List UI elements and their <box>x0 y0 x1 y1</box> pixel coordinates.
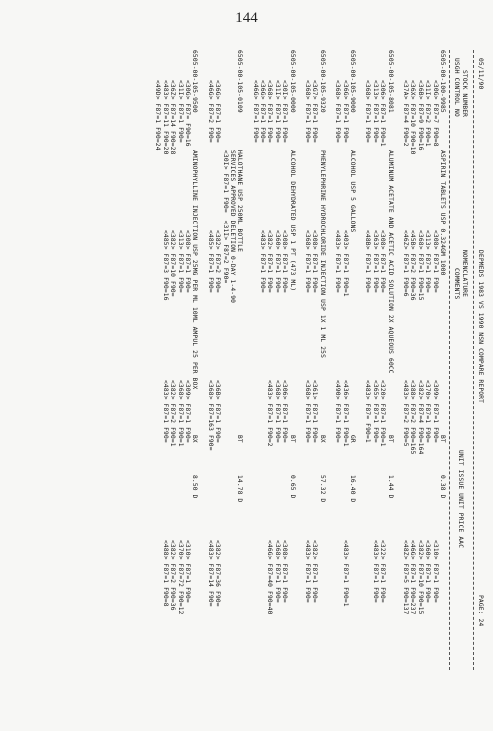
unit-issue: BX <box>318 435 326 443</box>
code-column <box>154 540 191 690</box>
code-entry: <483> F87=14 F90= <box>206 540 214 607</box>
unit-issue: BT <box>288 435 296 443</box>
code-column <box>206 540 221 690</box>
code-entry: <308> F87=1 F90= <box>183 230 191 293</box>
code-entry: <382> F87=36 F90= <box>214 540 222 607</box>
code-entry: <483> F87=11 F90=20 <box>161 80 169 155</box>
code-entry: <483> F87=1 F90=2 <box>266 380 274 447</box>
code-column <box>206 230 221 380</box>
code-block <box>154 50 191 670</box>
column-divider <box>449 50 450 670</box>
code-entry: <308> F87=1 F90= <box>431 230 439 293</box>
page-number: 144 <box>235 10 258 26</box>
page-value: 24 <box>477 618 484 627</box>
code-entry: <37A> F87=4 F90=2 <box>402 80 410 147</box>
code-entry: <36B> F87=9 F90=16 <box>416 80 424 151</box>
code-entry: <368> F87=163 F90= <box>206 380 214 451</box>
code-entry: <490> F87=1 F90= <box>334 380 342 443</box>
code-entry: <388> F87=2 F90=165 <box>409 380 417 455</box>
page-label: PAGE: <box>477 595 484 615</box>
code-column <box>251 80 288 230</box>
code-column <box>251 380 288 540</box>
nomenclature: HALOTHANE USP 250ML BOTTLE <box>236 150 244 253</box>
code-column <box>304 80 319 230</box>
code-entry: <3G7> F87=1 F90= <box>311 80 319 143</box>
code-column <box>154 80 191 230</box>
stock-number: 6505-00-105-9500 <box>191 50 199 113</box>
code-column <box>364 380 386 540</box>
unit-issue: BT <box>439 435 446 443</box>
header-divider <box>473 50 474 670</box>
code-entry: <313> F87=1 F90= <box>371 80 379 143</box>
code-entry: <322> F87=1 F90= <box>379 540 387 603</box>
code-block <box>251 50 288 670</box>
code-entry: <36Z> F87=14 F90=28 <box>169 80 177 155</box>
code-entry: <382> F87=4 F90=164 <box>416 380 424 455</box>
code-entry: <30G> F87=7 F90=8 <box>431 80 439 147</box>
stock-number: 6505-00-105-9000 <box>349 50 357 113</box>
code-entry: <483> F87=1 F90= <box>161 380 169 443</box>
code-entry: <30I> F87=1 F90= <box>281 80 289 143</box>
unit-issue: BT <box>386 435 394 443</box>
unit-price: 8.50 D <box>191 475 199 499</box>
item-header-line <box>386 50 393 670</box>
code-entry: <46Z> F87=1 F90=6 <box>402 230 410 297</box>
nomenclature: ALCOHOL USP 5 GALLONS <box>349 150 357 233</box>
code-entry: <363> F87=1 F90= <box>371 230 379 293</box>
code-entry: <36B> F87=1 F90= <box>214 380 222 443</box>
code-entry: <368> F87=1 F90= <box>273 380 281 443</box>
item-header-line <box>318 50 325 670</box>
code-entry: <308> F87=1 F90= <box>311 230 319 293</box>
code-entry: <483> F87=1 F90= <box>371 540 379 603</box>
nomenclature: ASPIRIN TABLETS USP 0.324GM 1000 <box>439 150 446 276</box>
code-entry: <485> F87=3 F90=16 <box>161 230 169 301</box>
report-item <box>364 50 394 670</box>
code-entry: <46G> F87=1 F90= <box>251 80 259 143</box>
code-entry: <368> F87=1 F90= <box>364 80 372 143</box>
report-item <box>206 50 243 670</box>
code-column <box>206 80 221 230</box>
code-entry: <368> F87=1 F90= <box>334 80 342 143</box>
report-date: 05/11/90 <box>477 58 484 90</box>
code-entry: <46G> F87=40 F90=40 <box>266 540 274 615</box>
code-entry: <306> F87=1 F90=1 <box>379 80 387 147</box>
code-column <box>334 540 349 690</box>
code-column <box>402 380 439 540</box>
item-header-line <box>288 50 295 670</box>
code-entry: <308> F87=1 F90= <box>379 230 387 293</box>
nomenclature: ALUMINUM ACETATE AND ACETIC ACID SOLUTION 2X AQUEOUS 60CC <box>386 150 394 374</box>
code-column <box>364 80 386 230</box>
code-block <box>304 50 319 670</box>
stock-number: 6505-00-105-0109 <box>236 50 244 113</box>
code-column <box>251 230 288 380</box>
unit-issue: BX <box>191 435 199 443</box>
code-entry: <360> F87=1 F90= <box>273 230 281 293</box>
code-entry: <382> F87=1 F90= <box>311 540 319 603</box>
code-column <box>364 540 386 690</box>
code-column <box>304 540 319 690</box>
stock-number: 6505-00-105-8081 <box>386 50 394 113</box>
code-entry: <370> F87=1 F90= <box>424 380 432 443</box>
code-entry: <30G> F87= F90=16 <box>183 80 191 147</box>
unit-issue: GR <box>349 435 357 443</box>
code-column <box>154 230 191 380</box>
code-entry: <46G> F87=1 F90=237 <box>409 540 417 615</box>
code-entry: <49D> F87=1 F90=24 <box>154 80 162 151</box>
code-column <box>402 230 439 380</box>
code-column <box>334 380 349 540</box>
col-header-unit: UNIT ISSUE UNIT PRICE AAC <box>457 450 464 549</box>
code-entry: <368> F87=1 F90= <box>266 80 274 143</box>
code-entry: <31I> F87=2 F90=1 <box>424 80 432 147</box>
unit-price: 1.44 D <box>386 475 394 499</box>
report-item <box>402 50 446 670</box>
code-column <box>402 540 439 690</box>
unit-price: 57.32 D <box>318 475 326 503</box>
unit-price: 16.40 D <box>349 475 357 503</box>
code-block <box>206 50 221 670</box>
report-title: DEPMEDS 1983 VS 1990 NSN COMPARE REPORT <box>477 250 484 404</box>
code-entry: <48Z> F87=5 F90=137 <box>402 540 410 615</box>
code-column <box>402 80 439 230</box>
code-entry: <483> F87=2 F90=5 <box>402 380 410 447</box>
code-entry: <36G> F87=1 F90= <box>341 80 349 143</box>
code-entry: <31I> F87=1 F90= <box>176 80 184 143</box>
code-entry: <48B> F87=1 F90= <box>364 230 372 293</box>
code-block <box>334 50 349 670</box>
report-item <box>304 50 326 670</box>
code-column <box>334 230 349 380</box>
code-entry: <368> F87=1 F90=15 <box>416 230 424 301</box>
code-entry: <403> F87=1 F90=1 <box>341 230 349 297</box>
code-entry: <46G> F87=2 F90= <box>206 80 214 143</box>
code-entry: <436> F87=1 F90=1 <box>341 380 349 447</box>
code-entry: <310> F87=1 F90= <box>183 540 191 603</box>
code-entry: <320> F87=1 F90=1 <box>379 380 387 447</box>
code-entry: <36G> F87=1 F90= <box>214 80 222 143</box>
code-entry: <361> F87=1 F90= <box>311 380 319 443</box>
item-comment: <30I> F87=1 F90= <31I> F87=2 F90= <box>221 150 229 284</box>
code-entry: <483> F87=1 F90= <box>334 230 342 293</box>
unit-price: 0.38 D <box>439 475 446 499</box>
report-item <box>251 50 295 670</box>
code-block <box>402 50 439 670</box>
item-header-line <box>349 50 356 670</box>
code-column <box>364 230 386 380</box>
report-item <box>334 50 356 670</box>
code-entry: <368> F87=1 F90= <box>304 380 312 443</box>
code-entry: <313> F87=1 F90= <box>176 230 184 293</box>
nomenclature: PHENYLEPHRINE HYDROCHLORIDE INJECTION USP 1X 1 ML 25S <box>318 150 326 359</box>
code-column <box>154 380 191 540</box>
code-entry: <368> F87=1 F90= <box>304 80 312 143</box>
code-entry: <36G> F87=1 F90= <box>259 80 267 143</box>
report-page <box>477 595 484 626</box>
code-entry: <382> F87=2 F90= <box>214 230 222 293</box>
code-entry: <360> F87=1 F90= <box>424 540 432 603</box>
report-printout <box>76 50 486 670</box>
code-entry: <36X> F87=10 F90=10 <box>409 80 417 155</box>
unit-issue: BT <box>236 435 244 443</box>
stock-number: 6505-00-100-9985 <box>439 50 446 113</box>
report-item <box>154 50 198 670</box>
code-entry: <382> F87=1 F90= <box>266 230 274 293</box>
code-entry: <488> F87=1 F90=8 <box>161 540 169 607</box>
item-comment: SERVICES APPROVED DELETION 0-DAY 1-4-90 <box>228 150 236 304</box>
code-entry: <368> F87=1 F90= <box>304 230 312 293</box>
col-header-comments: COMMENTS <box>453 268 460 300</box>
item-header-line <box>236 50 243 670</box>
item-header-line <box>191 50 198 670</box>
code-entry: <306> F87=1 F90= <box>281 380 289 443</box>
unit-price: 14.78 D <box>236 475 244 503</box>
stock-number: 6505-00-105-9320 <box>318 50 326 113</box>
code-entry: <309> F87=1 F90= <box>183 380 191 443</box>
code-column <box>251 540 288 690</box>
code-entry: <382> F87=2 F90=36 <box>169 540 177 611</box>
nomenclature: ALCOHOL DEHYDRATED USP 1 PT (473 ML) <box>288 150 296 292</box>
code-entry: <31I> F87=1 F90= <box>273 80 281 143</box>
col-header-control: USGH CONTROL NO <box>453 58 460 117</box>
code-entry: <382> F87=10 F90=15 <box>416 540 424 615</box>
code-column <box>334 80 349 230</box>
code-entry: <308> F87=1 F90= <box>281 230 289 293</box>
report-body <box>76 50 486 670</box>
code-column <box>304 230 319 380</box>
item-header-line <box>439 50 446 670</box>
code-entry: <483> F87= F90=1 <box>364 380 372 443</box>
code-entry: <313> F87=1 F90= <box>424 230 432 293</box>
code-entry: <483> F87=1 F90= <box>304 540 312 603</box>
nomenclature: AMINOPHYLLINE INJECTION USP 25MG PER ML 10ML AMPUL 25 PER BOX <box>191 150 199 390</box>
code-entry: <483> F87=1 F90=1 <box>341 540 349 607</box>
col-header-stock: STOCK NUMBER <box>461 70 468 118</box>
code-entry: <370> F87=72 F90=12 <box>176 540 184 615</box>
code-column <box>304 380 319 540</box>
code-entry: <308> F87=1 F90= <box>281 540 289 603</box>
code-entry: <45B> F87=2 F90=36 <box>409 230 417 301</box>
code-entry: <485> F87=1 F90= <box>206 230 214 293</box>
code-entry: <368> F87=1 F90= <box>273 540 281 603</box>
stock-number: 6505-00-105-0000 <box>288 50 296 113</box>
code-entry: <310> F87=1 F90= <box>431 540 439 603</box>
code-entry: <365> F87=1 F90= <box>371 380 379 443</box>
code-entry: <483> F87=1 F90= <box>259 230 267 293</box>
code-entry: <382> F87=2 F90=1 <box>169 380 177 447</box>
code-entry: <368> F87=1 F90=1 <box>176 380 184 447</box>
code-entry: <309> F87=1 F90= <box>431 380 439 443</box>
code-column <box>206 380 221 540</box>
col-header-nomenclature: NOMENCLATURE <box>461 250 468 298</box>
code-block <box>364 50 386 670</box>
item-list <box>146 50 446 670</box>
code-entry: <382> F87=10 F90= <box>169 230 177 297</box>
unit-price: 0.65 D <box>288 475 296 499</box>
